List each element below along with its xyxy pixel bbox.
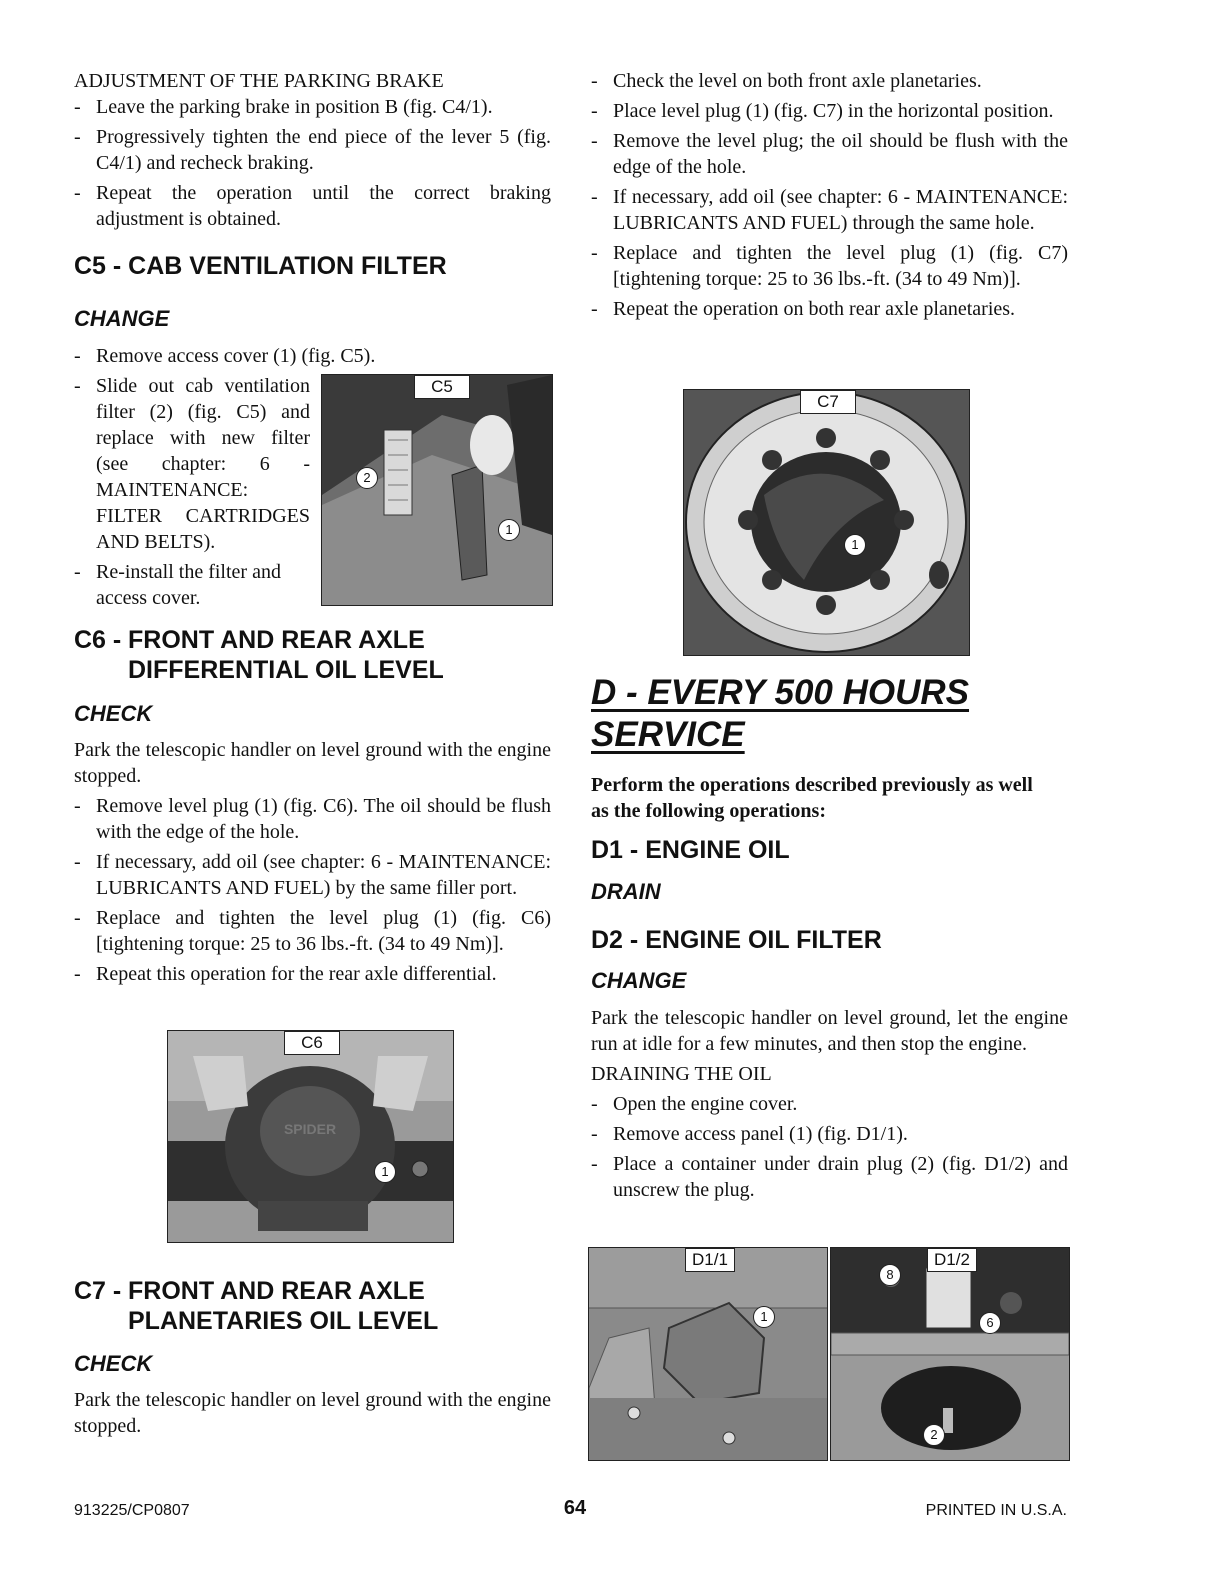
parking-brake-heading: ADJUSTMENT OF THE PARKING BRAKE <box>74 70 444 92</box>
c7-heading <box>74 1276 551 1336</box>
d1-heading <box>591 835 1068 865</box>
draining-heading: DRAINING THE OIL <box>591 1063 772 1085</box>
d-section-heading <box>591 672 1068 756</box>
figure-d1-1 <box>588 1247 828 1461</box>
d2-heading-text: ENGINE OIL FILTER <box>645 926 882 954</box>
c7-steps <box>591 68 1068 326</box>
list-item: - Remove the level plug; the oil should be flush with the edge of the hole. <box>591 128 1068 180</box>
d-intro: Perform the operations described previously as well as the following operations: <box>591 774 1033 822</box>
figure-c6-photo <box>168 1031 453 1242</box>
figure-d1-1-label: D1/1 <box>685 1248 735 1272</box>
callout-2: 2 <box>356 467 378 489</box>
figure-d1-2 <box>830 1247 1070 1461</box>
figure-c5-label: C5 <box>414 375 470 399</box>
c6-body <box>74 737 551 991</box>
list-item: - Leave the parking brake in position B (fig. C4/1). <box>74 94 551 120</box>
callout-6: 6 <box>979 1312 1001 1334</box>
c7-intro: Park the telescopic handler on level ground with the engine stopped. <box>74 1389 551 1437</box>
figure-c7-photo <box>684 390 969 655</box>
figure-c7-label: C7 <box>800 390 856 414</box>
figure-d1-1-photo <box>589 1248 827 1460</box>
page-number: 64 <box>563 1497 587 1519</box>
figure-c5-photo <box>322 375 552 605</box>
c7-heading-text: FRONT AND REAR AXLE PLANETARIES OIL LEVEL <box>128 1277 439 1335</box>
figure-c6-label: C6 <box>284 1031 340 1055</box>
list-item: - Slide out cab ventilation filter (2) (fig. C5) and replace with new filter (see chapter: 6 - MAINTENANCE: FILTER CARTRIDGES AND BELTS). <box>74 373 310 555</box>
c5-heading: C5 - CAB VENTILATION FILTER <box>74 252 447 280</box>
list-item: - Repeat this operation for the rear axle differential. <box>74 961 551 987</box>
list-item: - Check the level on both front axle planetaries. <box>591 68 1068 94</box>
c5-list-wrapped <box>74 373 310 615</box>
callout-1: 1 <box>844 534 866 556</box>
d2-body <box>591 1005 1068 1207</box>
c7-heading-number: C7 - <box>74 1277 122 1305</box>
c5-subheading: CHANGE <box>74 306 170 331</box>
c6-subheading: CHECK <box>74 701 153 726</box>
list-item: - Repeat the operation until the correct braking adjustment is obtained. <box>74 180 551 232</box>
d-heading-line-1: D - EVERY 500 HOURS <box>591 673 970 712</box>
list-item: - Place level plug (1) (fig. C7) in the horizontal position. <box>591 98 1068 124</box>
d2-intro: Park the telescopic handler on level ground, let the engine run at idle for a few minutes, and then stop the engine. <box>591 1007 1068 1055</box>
figure-c7 <box>683 389 970 656</box>
footer-doc-code: 913225/CP0807 <box>74 1502 190 1519</box>
list-item: - Replace and tighten the level plug (1) (fig. C6) [tightening torque: 25 to 36 lbs.-ft. (34 to 49 Nm)]. <box>74 905 551 957</box>
callout-1: 1 <box>374 1161 396 1183</box>
c6-heading-text: FRONT AND REAR AXLE DIFFERENTIAL OIL LEVEL <box>128 626 444 684</box>
list-item: - If necessary, add oil (see chapter: 6 - MAINTENANCE: LUBRICANTS AND FUEL) by the same filler port. <box>74 849 551 901</box>
list-item: - Place a container under drain plug (2) (fig. D1/2) and unscrew the plug. <box>591 1151 1068 1203</box>
spider-embossed-text: SPIDER <box>283 1121 337 1137</box>
d1-heading-number: D1 - <box>591 836 639 864</box>
list-item: - Progressively tighten the end piece of the lever 5 (fig. C4/1) and recheck braking. <box>74 124 551 176</box>
callout-1: 1 <box>498 519 520 541</box>
list-item: - Remove access panel (1) (fig. D1/1). <box>591 1121 1068 1147</box>
c6-heading <box>74 625 551 685</box>
list-item: - Repeat the operation on both rear axle planetaries. <box>591 296 1068 322</box>
c6-intro: Park the telescopic handler on level ground with the engine stopped. <box>74 739 551 787</box>
figure-d1-2-photo <box>831 1248 1069 1460</box>
d-heading-line-2: SERVICE <box>591 715 745 754</box>
callout-8: 8 <box>879 1264 901 1286</box>
figure-c5 <box>321 374 553 606</box>
d1-heading-text: ENGINE OIL <box>645 836 790 864</box>
d2-subheading: CHANGE <box>591 968 687 993</box>
figure-d1-2-label: D1/2 <box>927 1248 977 1272</box>
c5-list <box>74 343 551 373</box>
d2-heading-number: D2 - <box>591 926 639 954</box>
list-item: - Replace and tighten the level plug (1) (fig. C7) [tightening torque: 25 to 36 lbs.-ft. (34 to 49 Nm)]. <box>591 240 1068 292</box>
callout-2: 2 <box>923 1424 945 1446</box>
parking-brake-block <box>74 68 551 236</box>
figure-c6 <box>167 1030 454 1243</box>
list-item: - Open the engine cover. <box>591 1091 1068 1117</box>
footer-printed: PRINTED IN U.S.A. <box>925 1502 1067 1519</box>
list-item: - Remove access cover (1) (fig. C5). <box>74 343 551 369</box>
d2-heading <box>591 925 1068 955</box>
list-item: - Re-install the filter and access cover. <box>74 559 310 611</box>
list-item: - Remove level plug (1) (fig. C6). The oil should be flush with the edge of the hole. <box>74 793 551 845</box>
callout-1: 1 <box>753 1306 775 1328</box>
d1-subheading: DRAIN <box>591 879 661 904</box>
c6-heading-number: C6 - <box>74 626 122 654</box>
list-item: - If necessary, add oil (see chapter: 6 - MAINTENANCE: LUBRICANTS AND FUEL) through the same hole. <box>591 184 1068 236</box>
c7-subheading: CHECK <box>74 1351 153 1376</box>
